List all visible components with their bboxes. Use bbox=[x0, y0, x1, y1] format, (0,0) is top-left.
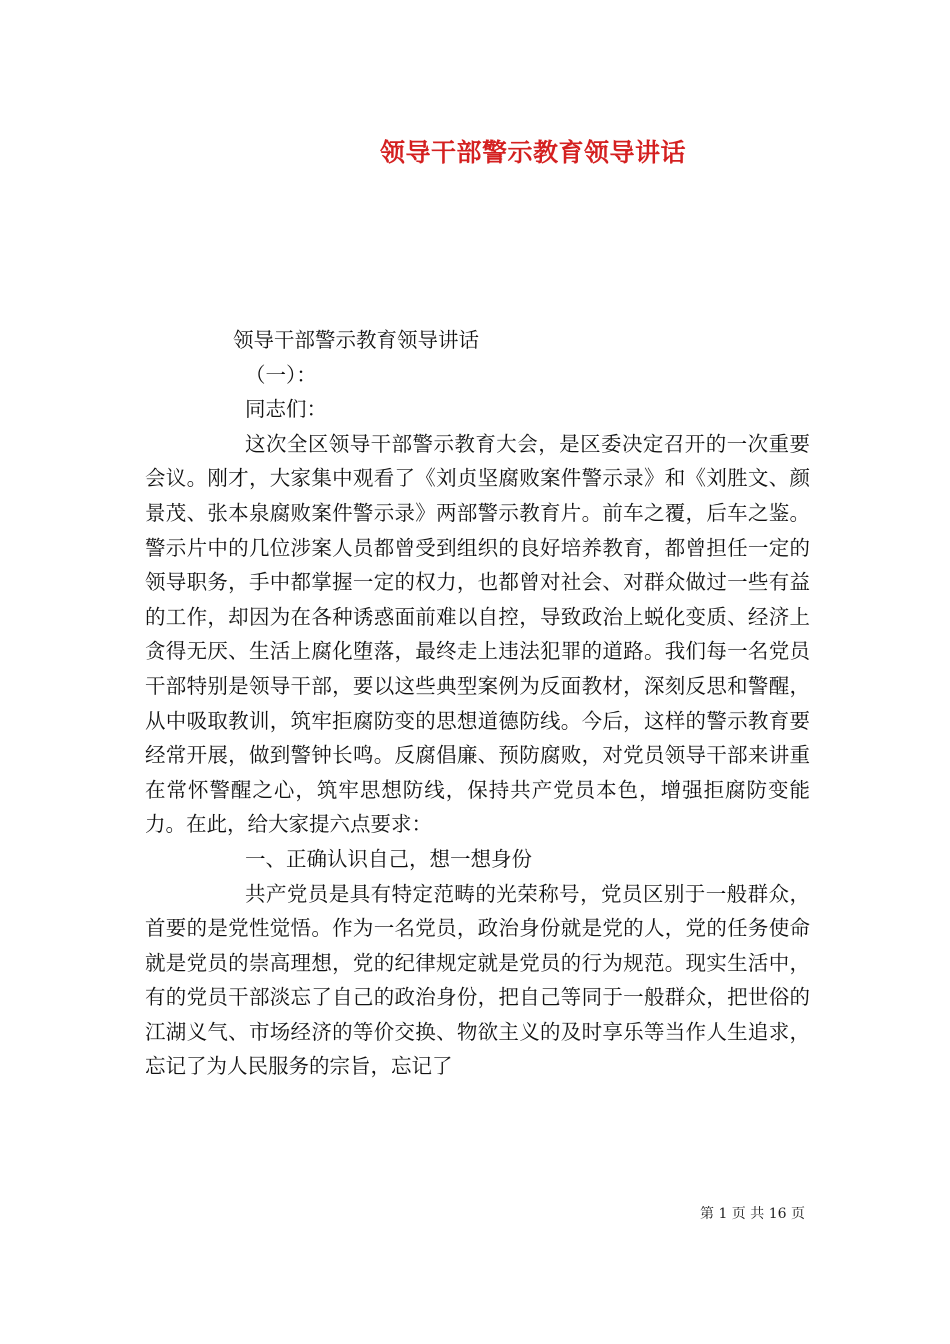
section-marker: （一）： bbox=[245, 362, 317, 387]
section-heading: 一、正确认识自己，想一想身份 bbox=[245, 846, 532, 871]
page-number-label: 第 1 页 共 16 页 bbox=[700, 1206, 805, 1222]
document-title: 领导干部警示教育领导讲话 bbox=[380, 138, 687, 167]
document-subtitle: 领导干部警示教育领导讲话 bbox=[233, 328, 479, 352]
paragraph: 这次全区领导干部警示教育大会，是区委决定召开的一次重要会议。刚才，大家集中观看了《刘贞坚腐败案件警示录》和《刘胜文、颜景茂、张本泉腐败案件警示录》两部警示教育片。前车之覆，后车之鉴。警示片中的几位涉案人员都曾受到组织的良好培养教育，都曾担任一定的领导职务，手中都掌握一定的权力，也都曾对社会、对群众做过一些有益的工作，却因为在各种诱惑面前难以自控，导致政治上蜕化变质、经济上贪得无厌、生活上腐化堕落，最终走上违法犯罪的道路。我们每一名党员干部特别是领导干部，要以这些典型案例为反面教材，深刻反思和警醒，从中吸取教训，筑牢拒腐防变的思想道德防线。今后，这样的警示教育要经常开展，做到警钟长鸣。反腐倡廉、预防腐败，对党员领导干部来讲重在常怀警醒之心，筑牢思想防线，保持共产党员本色，增强拒腐防变能力。在此，给大家提六点要求： bbox=[145, 431, 810, 837]
document-body bbox=[145, 323, 810, 1084]
paragraph: 共产党员是具有特定范畴的光荣称号，党员区别于一般群众，首要的是党性觉悟。作为一名党员，政治身份就是党的人，党的任务使命就是党员的崇高理想，党的纪律规定就是党员的行为规范。现实生活中，有的党员干部淡忘了自己的政治身份，把自己等同于一般群众，把世俗的江湖义气、市场经济的等价交换、物欲主义的及时享乐等当作人生追求，忘记了为人民服务的宗旨，忘记了 bbox=[145, 881, 810, 1079]
salutation: 同志们： bbox=[245, 397, 327, 422]
page-footer bbox=[700, 1203, 820, 1223]
